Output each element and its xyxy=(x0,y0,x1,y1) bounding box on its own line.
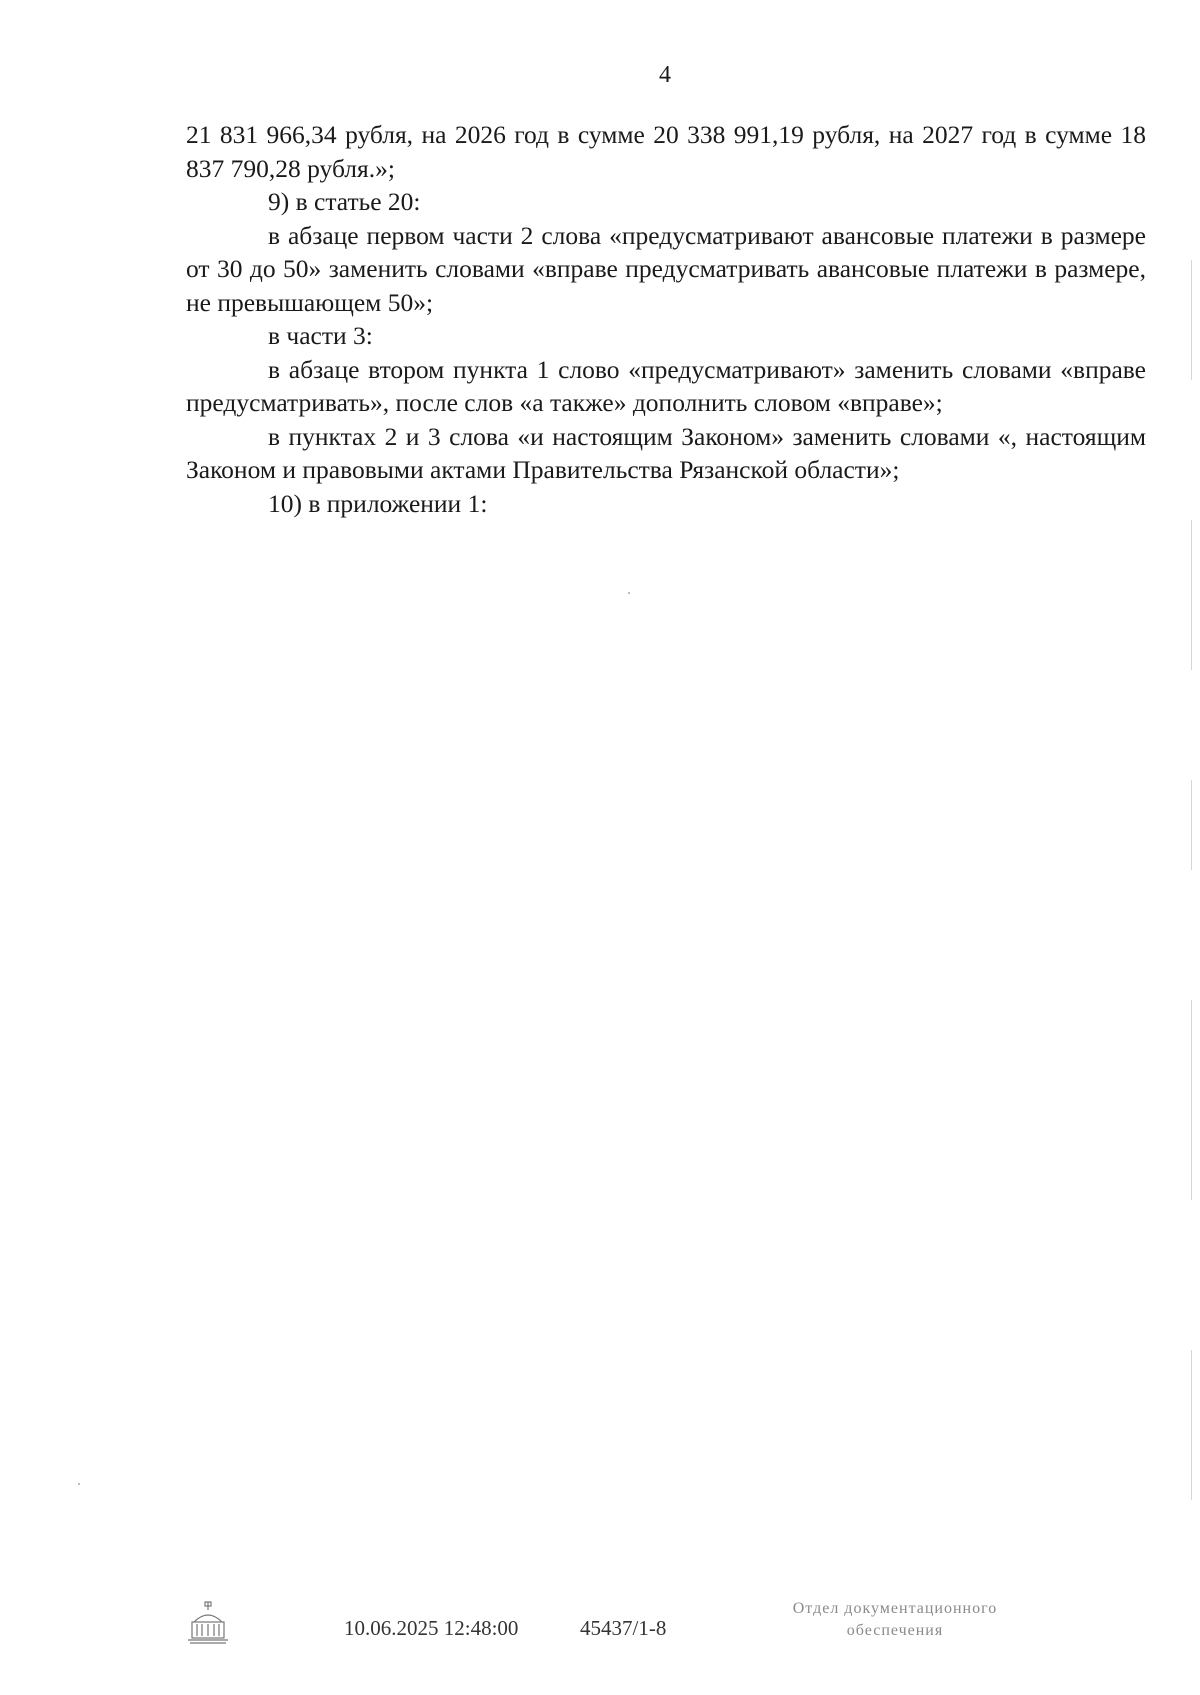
scan-edge-mark xyxy=(1191,520,1192,670)
scan-speck xyxy=(628,592,630,594)
paragraph-7: 10) в приложении 1: xyxy=(268,488,488,518)
page-number: 4 xyxy=(659,62,671,88)
footer-department-stamp xyxy=(745,1598,1045,1642)
scan-edge-mark xyxy=(1191,1000,1192,1200)
scan-edge-mark xyxy=(1191,780,1192,870)
paragraph-2: 9) в статье 20: xyxy=(268,187,421,216)
footer-doc-number: 45437/1-8 xyxy=(580,1616,667,1640)
footer-datetime: 10.06.2025 12:48:00 xyxy=(344,1616,519,1640)
paragraph-3: в абзаце первом части 2 слова «предусматривают авансовые платежи в размере от 30 до 50» заменить словами «вправе предусматривать авансовые платежи в размере, не превышающем 50»; xyxy=(186,220,1146,317)
scan-edge-mark xyxy=(1191,1350,1192,1500)
scan-edge-mark xyxy=(1191,260,1192,380)
paragraph-5: в абзаце втором пункта 1 слово «предусматривают» заменить словами «вправе предусматривать», после слов «а также» дополнить словом «вправе»; xyxy=(186,354,1146,417)
scan-speck xyxy=(78,1483,80,1485)
paragraph-4: в части 3: xyxy=(268,321,373,350)
paragraph-6: в пунктах 2 и 3 слова «и настоящим Законом» заменить словами «, настоящим Законом и правовыми актами Правительства Рязанской области»; xyxy=(186,421,1146,484)
paragraph-1: 21 831 966,34 рубля, на 2026 год в сумме 20 338 991,19 рубля, на 2027 год в сумме 18 837 790,28 рубля.»; xyxy=(186,120,1146,183)
department-line-1: Отдел документационного xyxy=(792,1600,998,1617)
department-line-2: обеспечения xyxy=(846,1622,944,1639)
document-body xyxy=(186,118,1146,520)
building-emblem-icon xyxy=(184,1600,232,1648)
